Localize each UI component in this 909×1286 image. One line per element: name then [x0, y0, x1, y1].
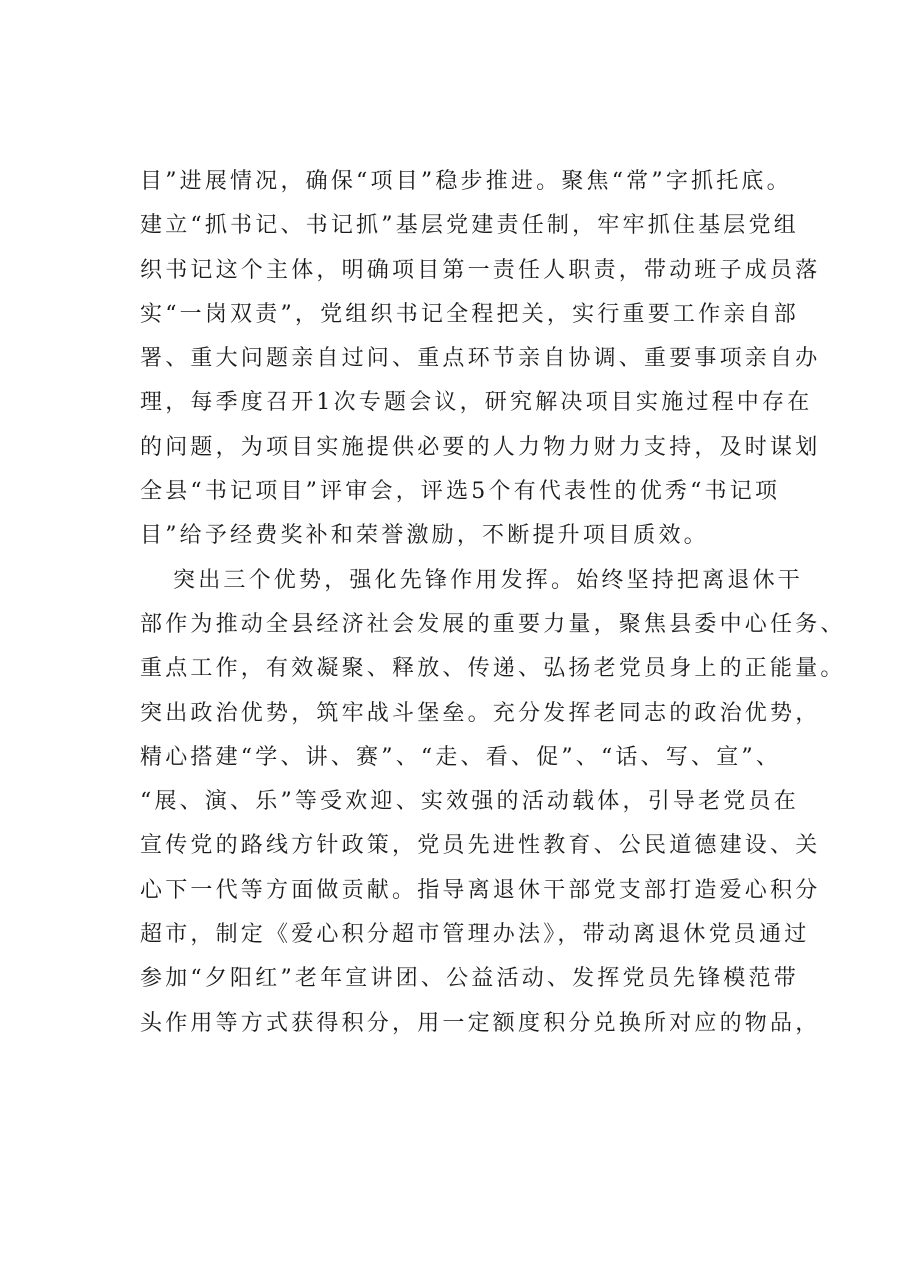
text-line: 心下一代等方面做贡献。指导离退休干部党支部打造爱心积分 — [140, 877, 821, 903]
text-line: 目”给予经费奖补和荣誉激励，不断提升项目质效。 — [140, 523, 709, 549]
text-line: 目”进展情况，确保“项目”稳步推进。聚焦“常”字抓托底。 — [140, 169, 792, 194]
paragraph-start-line: 突出三个优势，强化先锋作用发挥。始终坚持把离退休干 — [173, 567, 804, 593]
text-line: 全县“书记项目”评审会，评选5个有代表性的优秀“书记项 — [140, 479, 781, 505]
text-line: 超市，制定《爱心积分超市管理办法》，带动离退休党员通过 — [140, 922, 810, 948]
text-line: 精心搭建“学、讲、赛”、“走、看、促”、“话、写、宣”、 — [140, 744, 782, 770]
text-line: 织书记这个主体，明确项目第一责任人职责，带动班子成员落 — [140, 257, 821, 283]
text-line: 参加“夕阳红”老年宣讲团、公益活动、发挥党员先锋模范带 — [140, 966, 799, 992]
text-line: 理，每季度召开1次专题会议，研究解决项目实施过程中存在 — [140, 390, 813, 416]
text-line: 宣传党的路线方针政策，党员先进性教育、公民道德建设、关 — [140, 833, 821, 859]
text-line: 部作为推动全县经济社会发展的重要力量，聚焦县委中心任务、 — [140, 611, 846, 637]
body-text — [140, 160, 846, 1046]
text-line: 实“一岗双责”，党组织书记全程把关，实行重要工作亲自部 — [140, 301, 799, 327]
text-line: 重点工作，有效凝聚、释放、传递、弘扬老党员身上的正能量。 — [140, 656, 846, 682]
text-line: 的问题，为项目实施提供必要的人力物力财力支持，及时谋划 — [140, 434, 821, 460]
text-line: 署、重大问题亲自过问、重点环节亲自协调、重要事项亲自办 — [140, 346, 821, 372]
text-line: “展、演、乐”等受欢迎、实效强的活动载体，引导老党员在 — [140, 789, 799, 815]
text-line: 建立“抓书记、书记抓”基层党建责任制，牢牢抓住基层党组 — [140, 213, 799, 239]
text-line: 突出政治优势，筑牢战斗堡垒。充分发挥老同志的政治优势， — [140, 700, 821, 726]
text-line: 头作用等方式获得积分，用一定额度积分兑换所对应的物品， — [140, 1010, 821, 1036]
